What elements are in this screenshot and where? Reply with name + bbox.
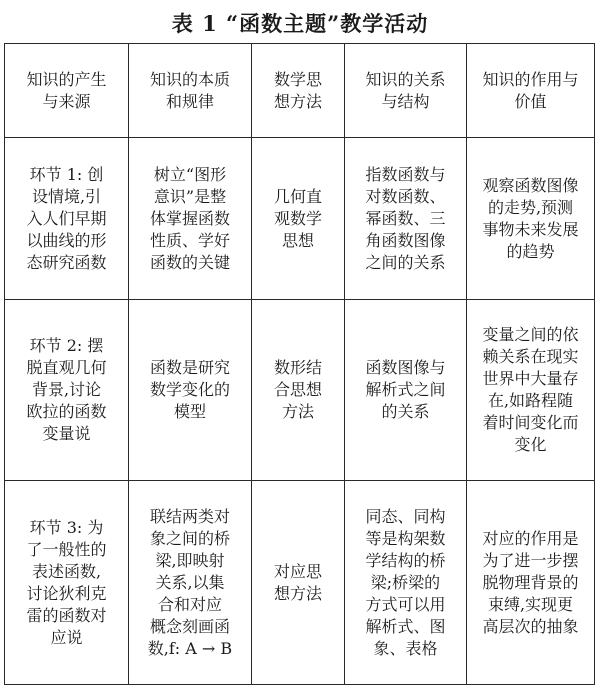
cell-text: 数形结 合思想 方法 xyxy=(273,358,322,421)
header-text: 知识的产生 与来源 xyxy=(26,69,107,111)
table-cell xyxy=(129,138,252,300)
header-text: 数学思 想方法 xyxy=(273,69,322,111)
table-cell xyxy=(345,481,467,685)
table-header-row xyxy=(5,44,595,138)
table-caption: 表 1 “函数主题”教学活动 xyxy=(171,11,429,36)
table-cell xyxy=(467,481,595,685)
header-cell-relation xyxy=(345,44,467,138)
table-cell xyxy=(467,138,595,300)
header-text: 知识的关系 与结构 xyxy=(365,69,446,111)
table-cell xyxy=(5,300,129,481)
cell-text: 环节 2: 摆 脱直观几何 背景,讨论 欧拉的函数 变量说 xyxy=(26,336,107,443)
cell-text: 树立“图形 意识”是整 体掌握函数 性质、学好 函数的关键 xyxy=(149,164,230,272)
table-cell xyxy=(252,300,345,481)
cell-text: 环节 3: 为 了一般性的 表述函数, 讨论狄利克 雷的函数对 应说 xyxy=(26,517,107,647)
cell-text: 几何直 观数学 思想 xyxy=(273,186,322,250)
cell-text: 对应的作用是 为了进一步摆 脱物理背景的 束缚,实现更 高层次的抽象 xyxy=(482,528,579,636)
cell-text: 对应思 想方法 xyxy=(273,561,322,603)
cell-text: 函数图像与 解析式之间 的关系 xyxy=(365,358,446,421)
table-cell xyxy=(345,138,467,300)
table-cell xyxy=(5,481,129,685)
teaching-activities-table xyxy=(4,43,595,685)
header-cell-value xyxy=(467,44,595,138)
cell-text: 函数是研究 数学变化的 模型 xyxy=(149,358,230,421)
header-text: 知识的本质 和规律 xyxy=(149,69,230,111)
table-cell xyxy=(467,300,595,481)
table-cell xyxy=(252,481,345,685)
header-cell-method xyxy=(252,44,345,138)
table-cell xyxy=(5,138,129,300)
cell-text: 联结两类对 象之间的桥 梁,即映射 关系,以集 合和对应 概念刻画函 数,f: A → B xyxy=(147,506,233,658)
table-cell xyxy=(129,300,252,481)
table-row xyxy=(5,481,595,685)
cell-text: 同态、同构 等是构架数 学结构的桥 梁;桥梁的 方式可以用 解析式、图 象、表格 xyxy=(365,506,446,658)
table-row xyxy=(5,138,595,300)
cell-text: 指数函数与 对数函数、 幂函数、三 角函数图像 之间的关系 xyxy=(365,164,446,272)
header-cell-origin xyxy=(5,44,129,138)
table-row xyxy=(5,300,595,481)
cell-text: 变量之间的依 赖关系在现实 世界中大量存 在,如路程随 着时间变化而 变化 xyxy=(482,325,579,454)
table-cell xyxy=(129,481,252,685)
table-cell xyxy=(252,138,345,300)
header-cell-essence xyxy=(129,44,252,138)
header-text: 知识的作用与 价值 xyxy=(482,69,579,111)
table-cell xyxy=(345,300,467,481)
cell-text: 观察函数图像 的走势,预测 事物未来发展 的趋势 xyxy=(482,175,579,261)
cell-text: 环节 1: 创 设情境,引 入人们早期 以曲线的形 态研究函数 xyxy=(26,164,107,272)
